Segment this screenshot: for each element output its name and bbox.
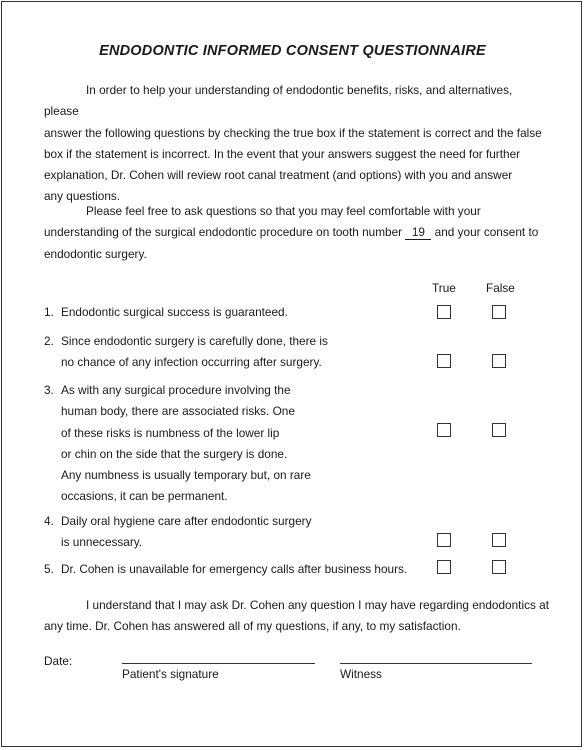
q1-true-checkbox[interactable] xyxy=(437,305,451,319)
closing-paragraph xyxy=(44,595,549,638)
date-label: Date: xyxy=(44,654,73,668)
question-3: 3. As with any surgical procedure involving the human body, there are associated risks. One of these risks is numbness of the lower lip or chin on the side that the surgery is done. Any numbness is usually temporary but, on rare occasions, it can be permanent. xyxy=(44,383,311,504)
q5-false-checkbox[interactable] xyxy=(492,560,506,574)
question-1: 1. Endodontic surgical success is guaranteed. xyxy=(44,305,288,319)
intro-line: box if the statement is incorrect. In the event that your answers suggest the need for further xyxy=(44,146,521,161)
q2-false-checkbox[interactable] xyxy=(492,354,506,368)
closing-line: any time. Dr. Cohen has answered all of my questions, if any, to my satisfaction. xyxy=(44,619,461,634)
consent-line: endodontic surgery. xyxy=(44,246,147,261)
witness-label: Witness xyxy=(340,667,382,681)
closing-line: I understand that I may ask Dr. Cohen any question I may have regarding endodontics at xyxy=(86,598,549,612)
consent-line: Please feel free to ask questions so that you may feel comfortable with your xyxy=(86,204,481,218)
intro-line: answer the following questions by checking the true box if the statement is correct and the false xyxy=(44,125,542,140)
intro-line: any questions. xyxy=(44,189,121,204)
q4-true-checkbox[interactable] xyxy=(437,533,451,547)
form-title: ENDODONTIC INFORMED CONSENT QUESTIONNAIRE xyxy=(99,43,486,59)
intro-line: explanation, Dr. Cohen will review root canal treatment (and options) with you and answer xyxy=(44,168,513,183)
consent-paragraph xyxy=(44,201,549,265)
true-column-header: True xyxy=(432,281,456,295)
q3-false-checkbox[interactable] xyxy=(492,423,506,437)
consent-line: understanding of the surgical endodontic procedure on tooth number 19 and your consent to xyxy=(44,225,539,240)
q3-true-checkbox[interactable] xyxy=(437,423,451,437)
patient-signature-line[interactable] xyxy=(122,663,315,664)
witness-signature-line[interactable] xyxy=(340,663,532,664)
q4-false-checkbox[interactable] xyxy=(492,533,506,547)
question-2: 2. Since endodontic surgery is carefully done, there is no chance of any infection occurring after surgery. xyxy=(44,334,328,370)
q2-true-checkbox[interactable] xyxy=(437,354,451,368)
patient-signature-label: Patient's signature xyxy=(122,667,219,681)
q5-true-checkbox[interactable] xyxy=(437,560,451,574)
question-4: 4. Daily oral hygiene care after endodontic surgery is unnecessary. xyxy=(44,514,312,550)
q1-false-checkbox[interactable] xyxy=(492,305,506,319)
question-5: 5. Dr. Cohen is unavailable for emergency calls after business hours. xyxy=(44,562,408,576)
intro-line: In order to help your understanding of endodontic benefits, risks, and alternatives, please xyxy=(44,83,513,119)
tooth-number-field[interactable]: 19 xyxy=(405,226,431,240)
intro-paragraph xyxy=(44,80,549,208)
false-column-header: False xyxy=(486,281,515,295)
